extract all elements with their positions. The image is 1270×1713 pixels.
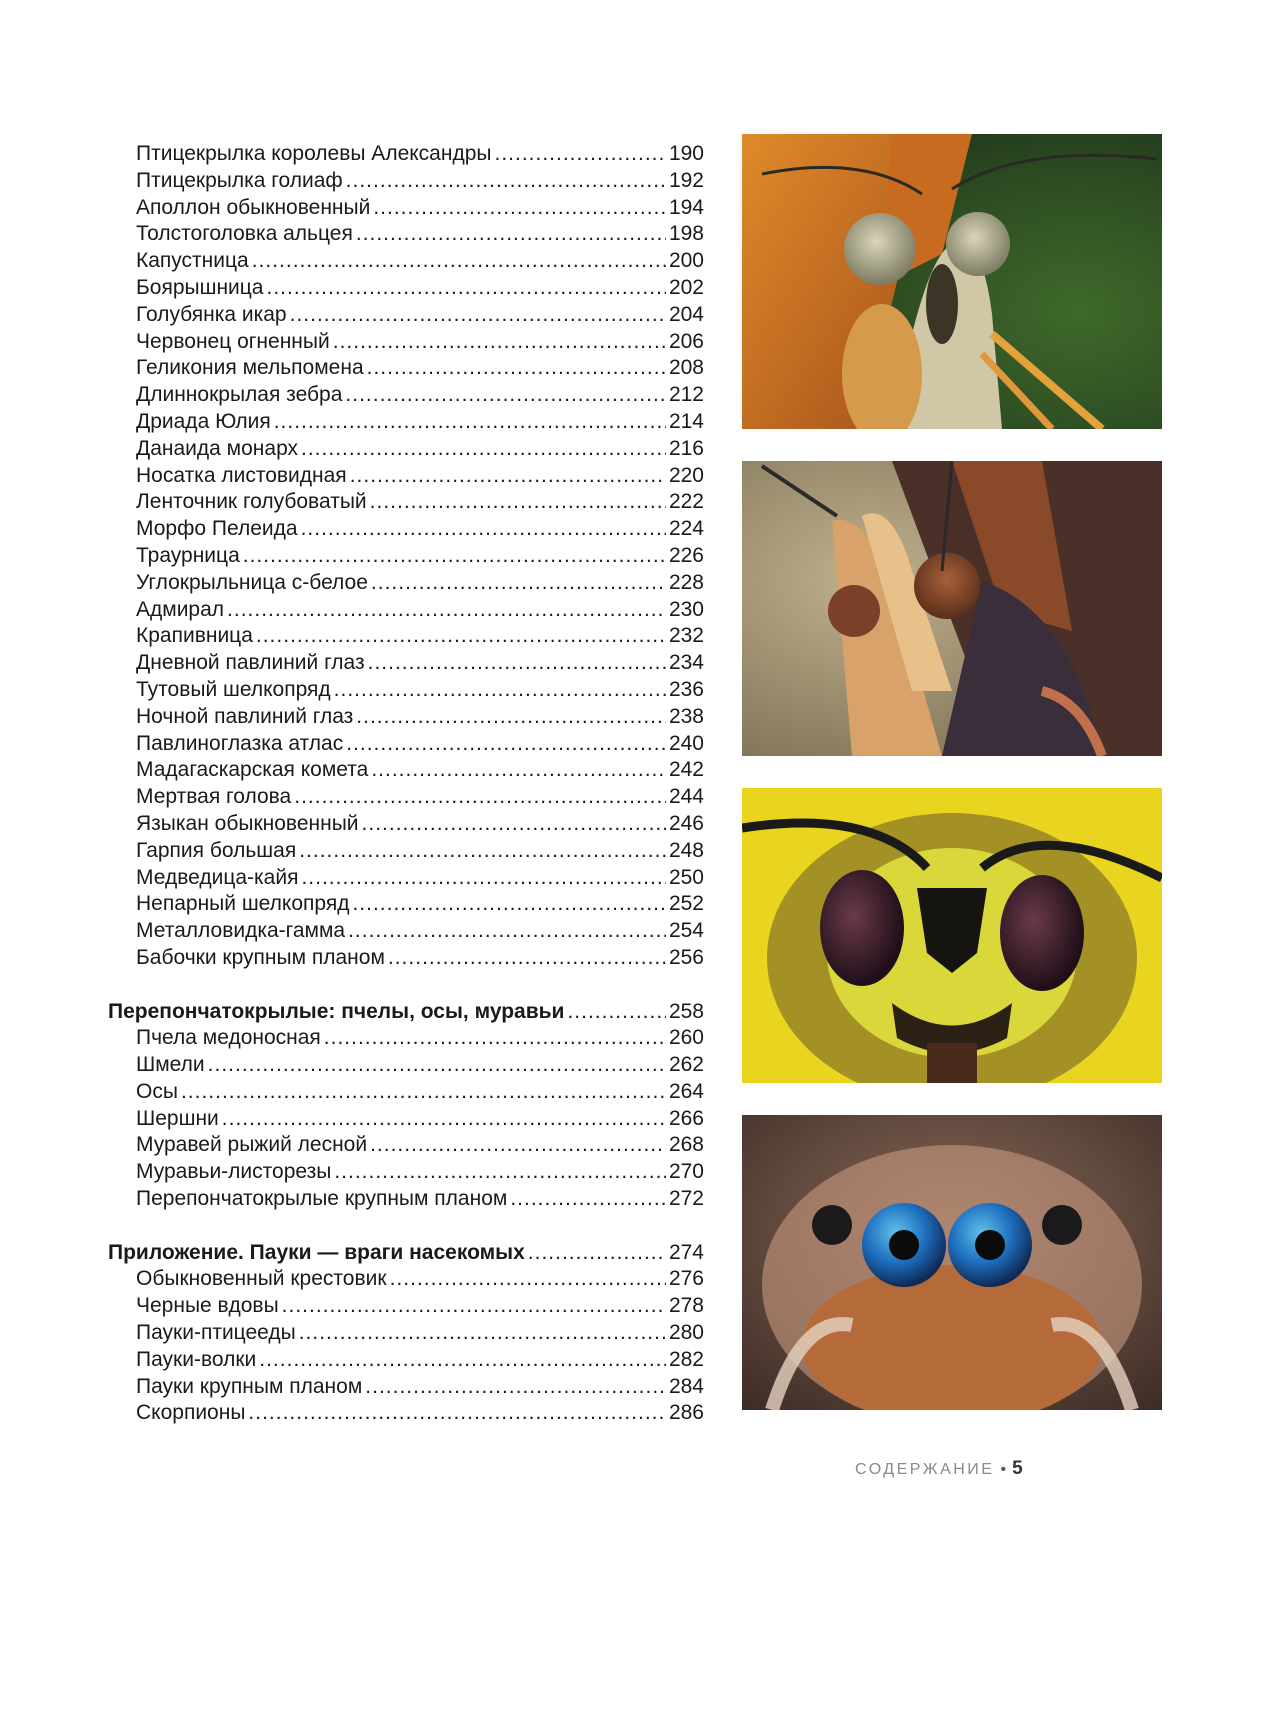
toc-entry [108, 141, 704, 168]
toc-entry-title: Пауки-птицееды [136, 1321, 296, 1345]
toc-leader-dots [510, 1186, 666, 1213]
toc-entry [108, 1052, 704, 1079]
toc-entry [108, 1400, 704, 1427]
toc-page-number: 238 [668, 704, 704, 728]
toc-leader-dots [274, 409, 666, 436]
toc-entry [108, 436, 704, 463]
toc-page-number: 246 [668, 811, 704, 835]
toc-leader-dots [301, 436, 666, 463]
toc-entry [108, 275, 704, 302]
toc-entry-title: Данаида монарх [136, 436, 299, 460]
toc-leader-dots [528, 1240, 666, 1267]
toc-leader-dots [345, 382, 666, 409]
toc-leader-dots [356, 221, 666, 248]
toc-entry-title: Геликония мельпомена [136, 356, 364, 380]
toc-entry-title: Металловидка-гамма [136, 919, 346, 943]
toc-page-number: 212 [668, 383, 704, 407]
toc-leader-dots [362, 811, 666, 838]
toc-page-number: 272 [668, 1187, 704, 1211]
jumping-spider-photo [742, 1115, 1162, 1410]
toc-entry-title: Тутовый шелкопряд [136, 677, 331, 701]
toc-entry [108, 838, 704, 865]
toc-entry-title: Боярышница [136, 275, 264, 299]
toc-page-number: 278 [668, 1294, 704, 1318]
toc-page-number: 214 [668, 409, 704, 433]
butterfly-head-image [742, 134, 1162, 429]
toc-entry-title: Бабочки крупным планом [136, 945, 385, 969]
toc-entry-title: Пауки-волки [136, 1347, 257, 1371]
footer-section-label: СОДЕРЖАНИЕ [855, 1461, 995, 1478]
toc-leader-dots [356, 704, 666, 731]
toc-leader-dots [227, 597, 666, 624]
toc-entry [108, 784, 704, 811]
toc-entry [108, 463, 704, 490]
toc-leader-dots [301, 516, 666, 543]
toc-leader-dots [282, 1293, 666, 1320]
toc-entry [108, 704, 704, 731]
toc-leader-dots [371, 570, 666, 597]
toc-section-heading [108, 999, 704, 1026]
toc-leader-dots [301, 865, 666, 892]
toc-entry-title: Птицекрылка голиаф [136, 168, 343, 192]
wasp-face-image [742, 788, 1162, 1083]
toc-entry-title: Шмели [136, 1053, 205, 1077]
toc-entry [108, 757, 704, 784]
toc-leader-dots [370, 489, 666, 516]
toc-entry-title: Пауки крупным планом [136, 1374, 363, 1398]
toc-entry-title: Перепончатокрылые: пчелы, осы, муравьи [108, 999, 565, 1023]
toc-page-number: 258 [668, 999, 704, 1023]
toc-page-number: 194 [668, 195, 704, 219]
toc-entry [108, 1079, 704, 1106]
toc-page-number: 248 [668, 838, 704, 862]
toc-leader-dots [365, 1374, 666, 1401]
toc-page-number: 230 [668, 597, 704, 621]
toc-entry [108, 1132, 704, 1159]
toc-entry [108, 195, 704, 222]
toc-page-number: 260 [668, 1026, 704, 1050]
toc-leader-dots [350, 463, 666, 490]
toc-entry [108, 731, 704, 758]
toc-entry [108, 650, 704, 677]
toc-leader-dots [290, 302, 666, 329]
toc-page-number: 264 [668, 1079, 704, 1103]
toc-entry-title: Осы [136, 1079, 178, 1103]
toc-page-number: 280 [668, 1321, 704, 1345]
toc-entry-title: Перепончатокрылые крупным планом [136, 1187, 508, 1211]
toc-entry-title: Длиннокрылая зебра [136, 383, 343, 407]
toc-entry-title: Морфо Пелеида [136, 517, 298, 541]
toc-leader-dots [259, 1347, 666, 1374]
toc-entry [108, 811, 704, 838]
toc-leader-dots [348, 918, 666, 945]
toc-page-number: 236 [668, 677, 704, 701]
toc-page-number: 262 [668, 1053, 704, 1077]
toc-leader-dots [373, 195, 666, 222]
toc-entry [108, 597, 704, 624]
toc-entry-title: Мадагаскарская комета [136, 758, 369, 782]
toc-entry-title: Павлиноглазка атлас [136, 731, 344, 755]
toc-entry [108, 1159, 704, 1186]
toc-entry-title: Муравей рыжий лесной [136, 1133, 368, 1157]
toc-entry [108, 409, 704, 436]
toc-entry [108, 329, 704, 356]
toc-entry-title: Черные вдовы [136, 1294, 279, 1318]
toc-entry-title: Гарпия большая [136, 838, 297, 862]
table-of-contents [108, 141, 704, 1427]
toc-leader-dots [334, 1159, 666, 1186]
toc-page-number: 242 [668, 758, 704, 782]
toc-entry-title: Толстоголовка альцея [136, 222, 353, 246]
toc-entry [108, 1374, 704, 1401]
toc-entry-title: Дриада Юлия [136, 409, 271, 433]
page-number: 5 [1012, 1458, 1023, 1479]
toc-entry [108, 623, 704, 650]
toc-leader-dots [567, 999, 665, 1026]
toc-page-number: 250 [668, 865, 704, 889]
toc-page-number: 232 [668, 624, 704, 648]
toc-page-number: 228 [668, 570, 704, 594]
toc-entry [108, 1186, 704, 1213]
toc-entry-title: Скорпионы [136, 1401, 246, 1425]
footer-bullet: • [1000, 1461, 1007, 1478]
toc-leader-dots [346, 168, 666, 195]
toc-page-number: 204 [668, 302, 704, 326]
toc-entry-title: Мертвая голова [136, 785, 292, 809]
toc-page-number: 256 [668, 945, 704, 969]
toc-page-number: 224 [668, 517, 704, 541]
toc-entry [108, 677, 704, 704]
toc-entry [108, 382, 704, 409]
toc-entry [108, 1106, 704, 1133]
toc-page-number: 270 [668, 1160, 704, 1184]
toc-page-number: 276 [668, 1267, 704, 1291]
toc-leader-dots [334, 677, 666, 704]
toc-entry [108, 1293, 704, 1320]
toc-leader-dots [243, 543, 666, 570]
toc-page-number: 268 [668, 1133, 704, 1157]
toc-entry-title: Ленточник голубоватый [136, 490, 367, 514]
toc-leader-dots [252, 248, 666, 275]
toc-entry-title: Шершни [136, 1106, 219, 1130]
toc-leader-dots [346, 731, 666, 758]
toc-leader-dots [324, 1025, 666, 1052]
toc-leader-dots [388, 945, 666, 972]
toc-entry-title: Муравьи-листорезы [136, 1160, 332, 1184]
toc-leader-dots [256, 623, 666, 650]
toc-entry [108, 516, 704, 543]
toc-section-heading [108, 1240, 704, 1267]
toc-leader-dots [299, 838, 666, 865]
toc-page-number: 240 [668, 731, 704, 755]
toc-page-number: 254 [668, 919, 704, 943]
toc-entry-title: Непарный шелкопряд [136, 892, 350, 916]
toc-leader-dots [368, 650, 666, 677]
toc-entry-title: Языкан обыкновенный [136, 811, 359, 835]
toc-page-number: 222 [668, 490, 704, 514]
toc-page-number: 274 [668, 1240, 704, 1264]
toc-entry-title: Носатка листовидная [136, 463, 347, 487]
toc-page-number: 234 [668, 651, 704, 675]
toc-entry [108, 168, 704, 195]
toc-entry [108, 543, 704, 570]
toc-page-number: 284 [668, 1374, 704, 1398]
page-footer [855, 1458, 1023, 1480]
toc-leader-dots [181, 1079, 666, 1106]
toc-entry [108, 1320, 704, 1347]
toc-entry-title: Дневной павлиний глаз [136, 651, 365, 675]
toc-page-number: 208 [668, 356, 704, 380]
toc-page-number: 202 [668, 275, 704, 299]
toc-entry [108, 570, 704, 597]
toc-entry [108, 1266, 704, 1293]
toc-entry [108, 865, 704, 892]
toc-page-number: 192 [668, 168, 704, 192]
toc-leader-dots [294, 784, 666, 811]
toc-entry [108, 489, 704, 516]
toc-entry [108, 891, 704, 918]
toc-leader-dots [390, 1266, 666, 1293]
toc-leader-dots [248, 1400, 666, 1427]
toc-entry [108, 1347, 704, 1374]
butterfly-head-photo [742, 134, 1162, 429]
toc-entry-title: Капустница [136, 249, 249, 273]
moth-closeup-photo [742, 461, 1162, 756]
toc-page-number: 206 [668, 329, 704, 353]
toc-leader-dots [222, 1106, 666, 1133]
toc-entry-title: Пчела медоносная [136, 1026, 321, 1050]
toc-entry-title: Траурница [136, 543, 240, 567]
toc-entry [108, 1025, 704, 1052]
toc-page-number: 190 [668, 142, 704, 165]
toc-leader-dots [208, 1052, 666, 1079]
toc-page-number: 216 [668, 436, 704, 460]
toc-entry-title: Приложение. Пауки — враги насекомых [108, 1240, 525, 1264]
toc-entry-title: Червонец огненный [136, 329, 330, 353]
toc-entry-title: Ночной павлиний глаз [136, 704, 354, 728]
toc-leader-dots [371, 757, 666, 784]
toc-entry-title: Медведица-кайя [136, 865, 299, 889]
toc-entry-title: Адмирал [136, 597, 225, 621]
toc-entry-title: Обыкновенный крестовик [136, 1267, 387, 1291]
toc-entry [108, 918, 704, 945]
toc-entry [108, 248, 704, 275]
toc-page-number: 252 [668, 892, 704, 916]
toc-page-number: 198 [668, 222, 704, 246]
toc-leader-dots [352, 891, 665, 918]
toc-page-number: 200 [668, 249, 704, 273]
toc-entry [108, 945, 704, 972]
toc-leader-dots [267, 275, 666, 302]
toc-entry [108, 221, 704, 248]
toc-entry [108, 302, 704, 329]
moth-closeup-image [742, 461, 1162, 756]
toc-leader-dots [367, 355, 666, 382]
toc-page-number: 266 [668, 1106, 704, 1130]
toc-entry-title: Аполлон обыкновенный [136, 195, 371, 219]
toc-page-number: 220 [668, 463, 704, 487]
toc-entry-title: Крапивница [136, 624, 253, 648]
toc-entry-title: Птицекрылка королевы Александры [136, 142, 492, 165]
toc-leader-dots [370, 1132, 666, 1159]
toc-entry [108, 355, 704, 382]
toc-entry-title: Углокрыльница с-белое [136, 570, 368, 594]
toc-page-number: 286 [668, 1401, 704, 1425]
jumping-spider-image [742, 1115, 1162, 1410]
toc-entry-title: Голубянка икар [136, 302, 287, 326]
toc-leader-dots [299, 1320, 666, 1347]
toc-page-number: 282 [668, 1347, 704, 1371]
toc-page-number: 244 [668, 785, 704, 809]
wasp-face-photo [742, 788, 1162, 1083]
toc-leader-dots [494, 141, 665, 168]
toc-leader-dots [333, 329, 666, 356]
toc-page-number: 226 [668, 543, 704, 567]
